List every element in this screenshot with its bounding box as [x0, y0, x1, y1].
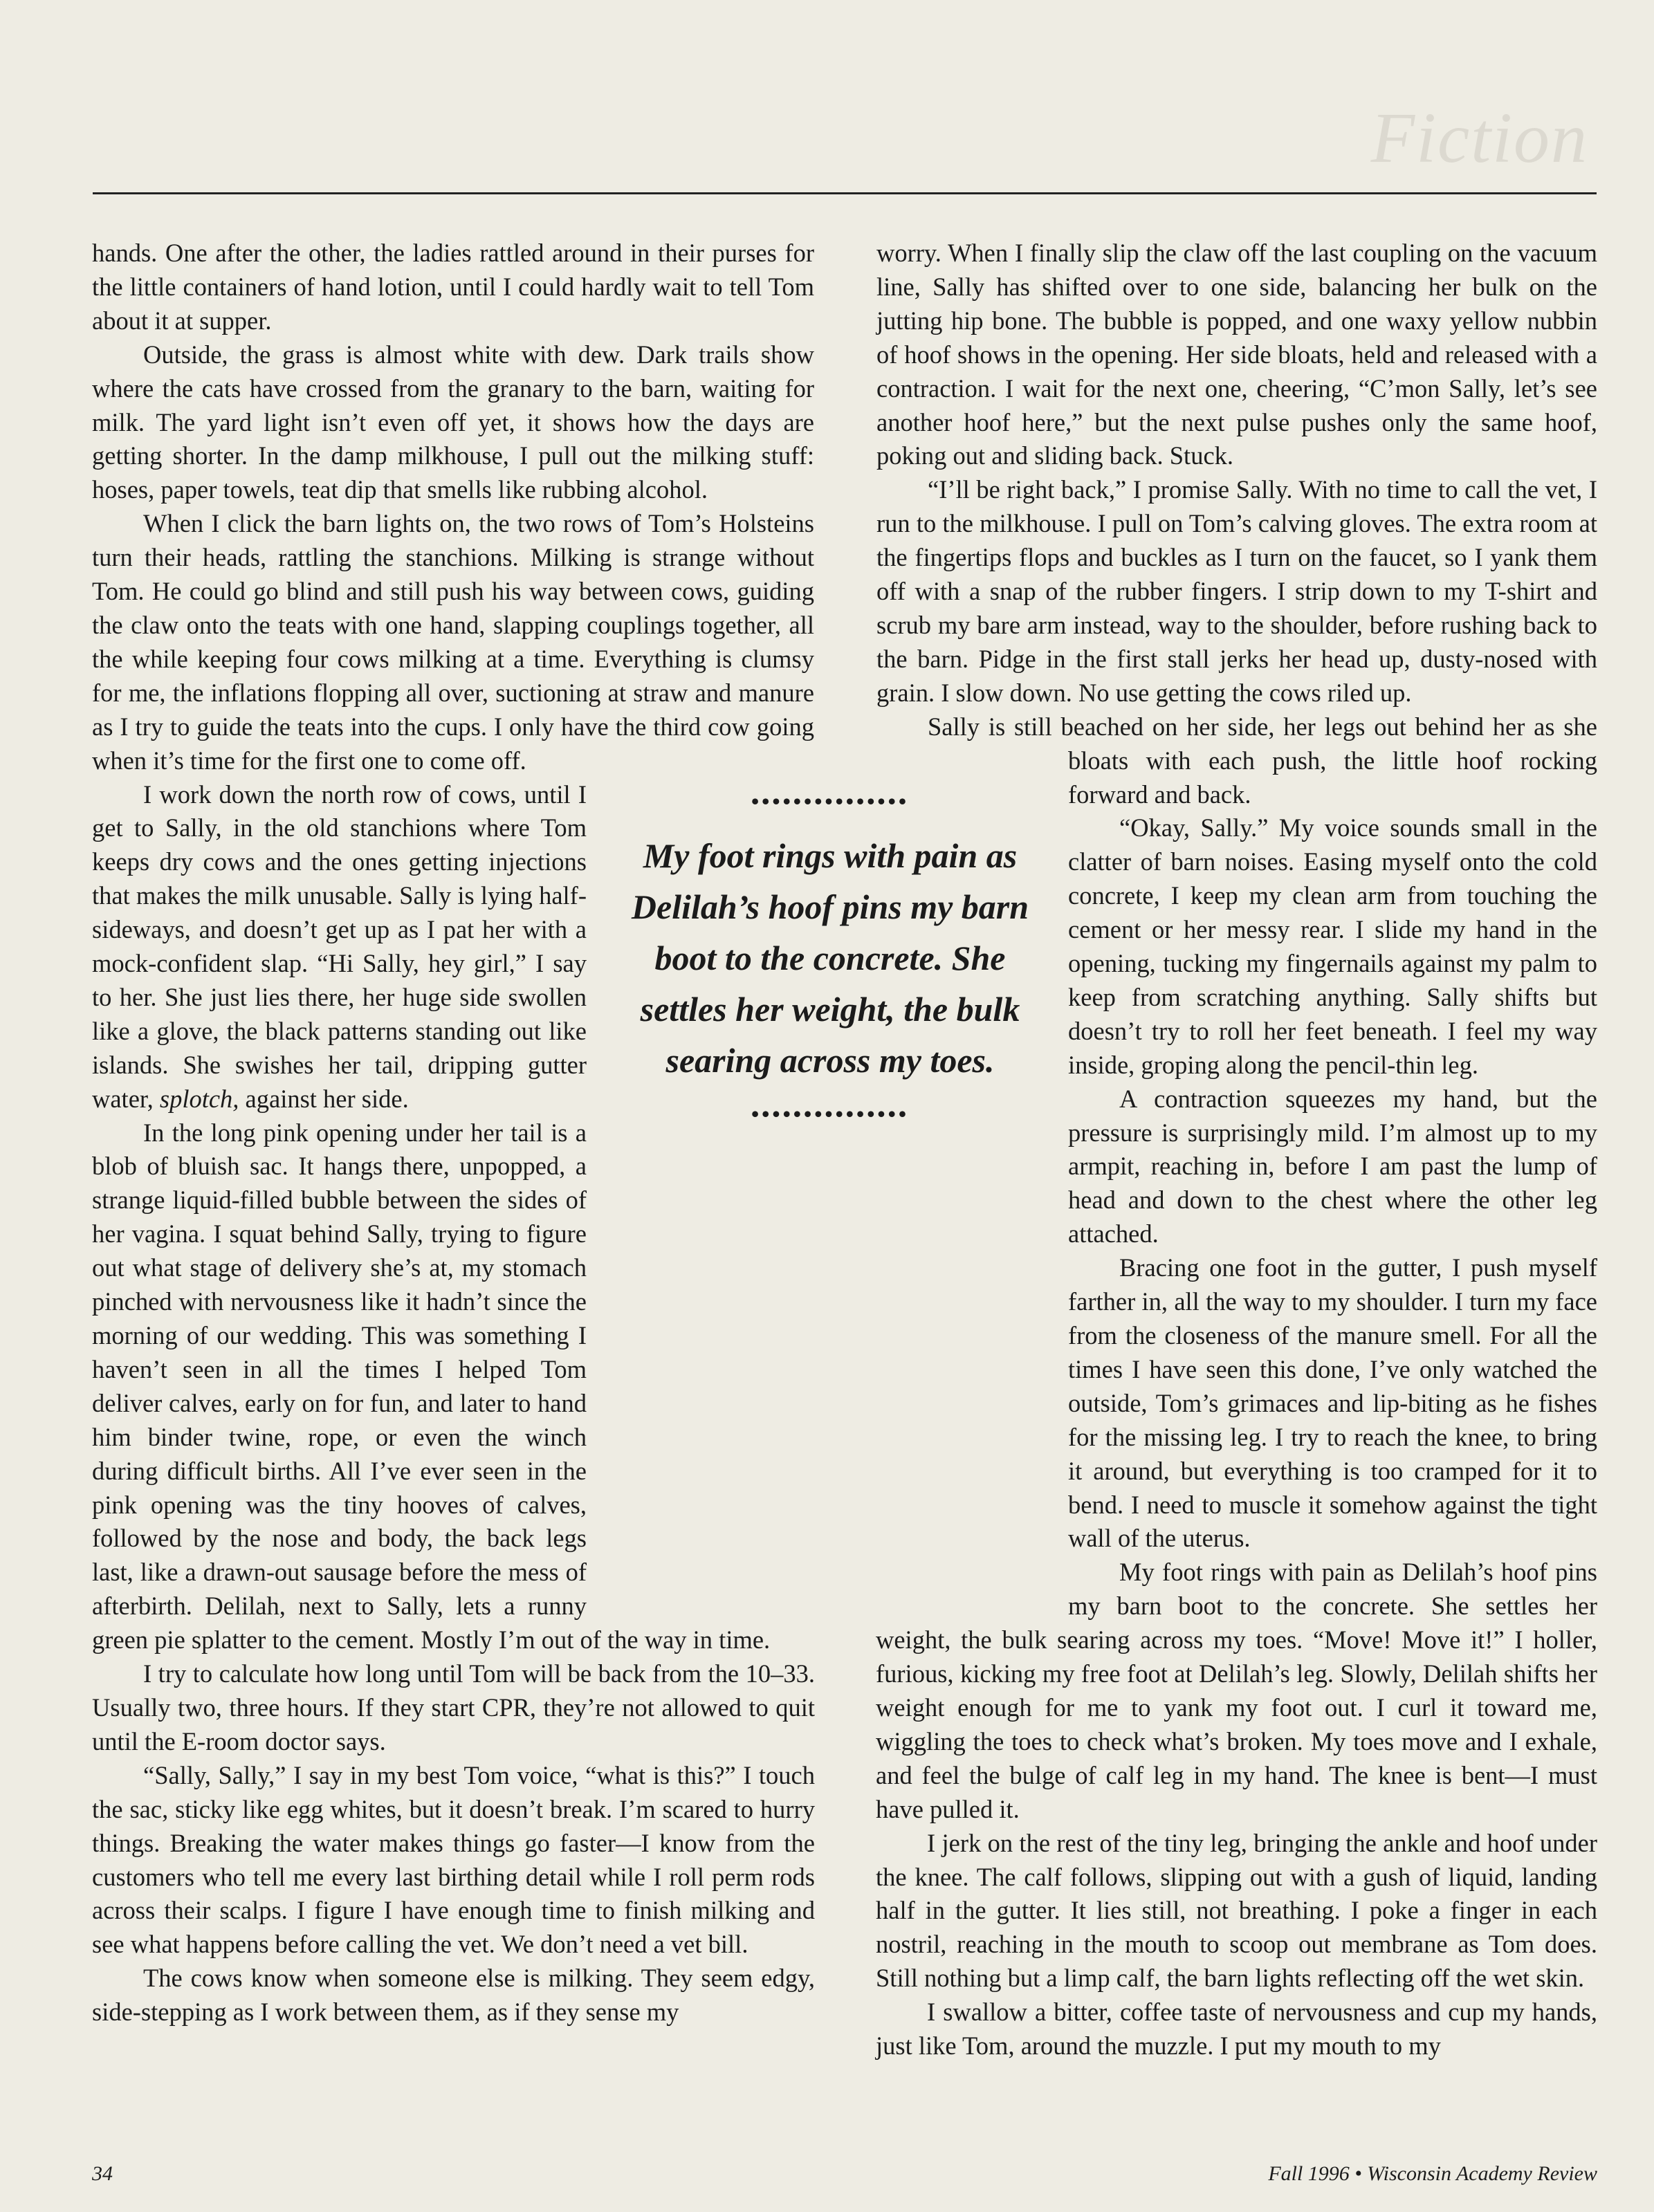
- paragraph: “Okay, Sally.” My voice sounds small in the clatter of barn noises. Easing myself onto the cold concrete, I keep my clean arm from touching the cement or her messy rear. I slide my hand in the opening, tucking my fingernails against my palm to keep from scratching anything. Sally shifts but doesn’t try to roll her feet beneath. I feel my way inside, groping along the pencil-thin leg.: [1068, 813, 1597, 1079]
- paragraph: My foot rings with pain as Delilah’s hoof pins my barn boot to the concrete. She settles her weight, the bulk searing across my toes. “Move! Move it!” I holler, furious, kicking my free foot at Delilah’s leg. Slowly, Delilah shifts her weight enough for me to yank my foot out. I curl it toward me, wiggling the toes to check what’s broken. My toes move and I exhale, and feel the bulge of calf leg in my hand. The knee is bent—I must have pulled it.: [876, 1558, 1597, 1823]
- paragraph-text: I work down the north row of cows, until I get to Sally, in the old stanchions where Tom keeps dry cows and the ones getting injections that makes the milk unusable. Sally is lying half-sideways, and doesn’t get up as I pat her with a mock-confident slap. “Hi Sally, hey girl,” I say to her. She just lies there, her huge side swollen like a glove, the black patterns standing out like islands. She swishes her tail, dripping gutter water,: [92, 780, 587, 1113]
- paragraph: When I click the barn lights on, the two rows of Tom’s Holsteins turn their heads, rattling the stanchions. Milking is strange without Tom. He could go blind and still push his way between cows, guiding the claw onto the teats with one hand, slapping couplings together, all the while keeping four cows milking at a time. Everything is clumsy for me, the inflations flopping all over, suctioning at straw and manure as I try to guide the teats into the cups. I only have the third cow going when it’s time for the first one to come off.: [92, 509, 814, 775]
- issue-label: Fall 1996 • Wisconsin Academy Review: [1268, 2162, 1597, 2185]
- page-number: 34: [92, 2162, 113, 2185]
- paragraph: I swallow a bitter, coffee taste of nervousness and cup my hands, just like Tom, around the muzzle. I put my mouth to my: [876, 1998, 1597, 2061]
- paragraph: Bracing one foot in the gutter, I push myself farther in, all the way to my shoulder. I turn my face from the closeness of the manure smell. For all the times I have seen this done, I’ve only watched the outside, Tom’s grimaces and lip-biting as he fishes for the missing leg. I try to reach the knee, to bring it around, but everything is too cramped for it to bend. I need to muscle it somehow against the tight wall of the uterus.: [1068, 1253, 1597, 1553]
- paragraph: A contraction squeezes my hand, but the pressure is surprisingly mild. I’m almost up to my armpit, reaching in, before I am past the lump of head and down to the chest where the other leg attached.: [1068, 1084, 1597, 1248]
- paragraph: I try to calculate how long until Tom will be back from the 10–33. Usually two, three hours. If they start CPR, they’re not allowed to quit until the E-room doctor says.: [92, 1659, 815, 1755]
- pull-quote: [623, 787, 1038, 1127]
- left-column: [92, 237, 815, 2029]
- paragraph: “I’ll be right back,” I promise Sally. With no time to call the vet, I run to the milkhouse. I pull on Tom’s calving gloves. The extra room at the fingertips flops and buckles as I turn on the faucet, so I yank them off with a snap of the rubber fingers. I strip down to my T-shirt and scrub my bare arm instead, way to the shoulder, before rushing back to the barn. Pidge in the first stall jerks her head up, dusty-nosed with grain. I slow down. No use getting the cows riled up.: [876, 475, 1597, 707]
- paragraph: “Sally, Sally,” I say in my best Tom voice, “what is this?” I touch the sac, sticky like egg whites, but it doesn’t break. I’m scared to hurry things. Breaking the water makes things go faster—I know from the customers who tell me every last birthing detail while I roll perm rods across their scalps. I figure I have enough time to finish milking and see what happens before calling the vet. We don’t need a vet bill.: [92, 1760, 815, 1959]
- paragraph: I jerk on the rest of the tiny leg, bringing the ankle and hoof under the knee. The calf follows, slipping out with a gush of liquid, landing half in the gutter. It lies still, not breathing. I poke a finger in each nostril, reaching in the mouth to scoop out membrane as Tom does. Still nothing but a limp calf, the barn lights reflecting off the wet skin.: [876, 1828, 1597, 1993]
- paragraph: Outside, the grass is almost white with dew. Dark trails show where the cats have crossed from the granary to the barn, waiting for milk. The yard light isn’t even off yet, it shows how the days are getting shorter. In the damp milkhouse, I pull out the milking stuff: hoses, paper towels, teat dip that smells like rubbing alcohol.: [92, 340, 814, 504]
- header-rule: [93, 192, 1597, 194]
- pull-quote-text: My foot rings with pain as Delilah’s hoof pins my barn boot to the concrete. She settles her weight, the bulk searing across my toes.: [631, 836, 1029, 1080]
- paragraph: hands. One after the other, the ladies rattled around in their purses for the little containers of hand lotion, until I could hardly wait to tell Tom about it at supper.: [92, 239, 814, 335]
- dot-divider-bottom: •••••••••••••••: [751, 1101, 910, 1126]
- section-heading: Fiction: [1370, 98, 1588, 178]
- right-column: [876, 237, 1597, 2063]
- paragraph: worry. When I finally slip the claw off the last coupling on the vacuum line, Sally has shifted over to one side, balancing her bulk on the jutting hip bone. The bubble is popped, and one waxy yellow nubbin of hoof shows in the opening. Her side bloats, held and released with a contraction. I wait for the next one, cheering, “C’mon Sally, let’s see another hoof here,” but the next pulse pushes only the same hoof, poking out and sliding back. Stuck.: [876, 239, 1597, 470]
- paragraph-text: against her side.: [239, 1084, 409, 1113]
- dot-divider-top: •••••••••••••••: [751, 789, 910, 813]
- paragraph: In the long pink opening under her tail is a blob of bluish sac. It hangs there, unpopped, a strange liquid-filled bubble between the sides of her vagina. I squat behind Sally, trying to figure out what stage of delivery she’s at, my stomach pinched with nervousness like it hadn’t since the morning of our wedding. This was something I haven’t seen in all the times I helped Tom deliver calves, early on for fun, and later to hand him binder twine, rope, or even the winch during difficult births. All I’ve ever seen in the pink opening was the tiny hooves of calves, followed by the nose and body, the back legs last, like a drawn-out sausage before the mess of afterbirth. Delilah, next to Sally, lets a runny green pie splatter to the cement. Mostly I’m out of the way in time.: [92, 1118, 771, 1655]
- italic-word: splotch,: [159, 1084, 239, 1113]
- paragraph: The cows know when someone else is milking. They seem edgy, side-stepping as I work between them, as if they sense my: [92, 1964, 815, 2027]
- paragraph: Sally is still beached on her side, her legs out behind her as she bloats with each push, the little hoof rocking forward and back.: [928, 712, 1597, 809]
